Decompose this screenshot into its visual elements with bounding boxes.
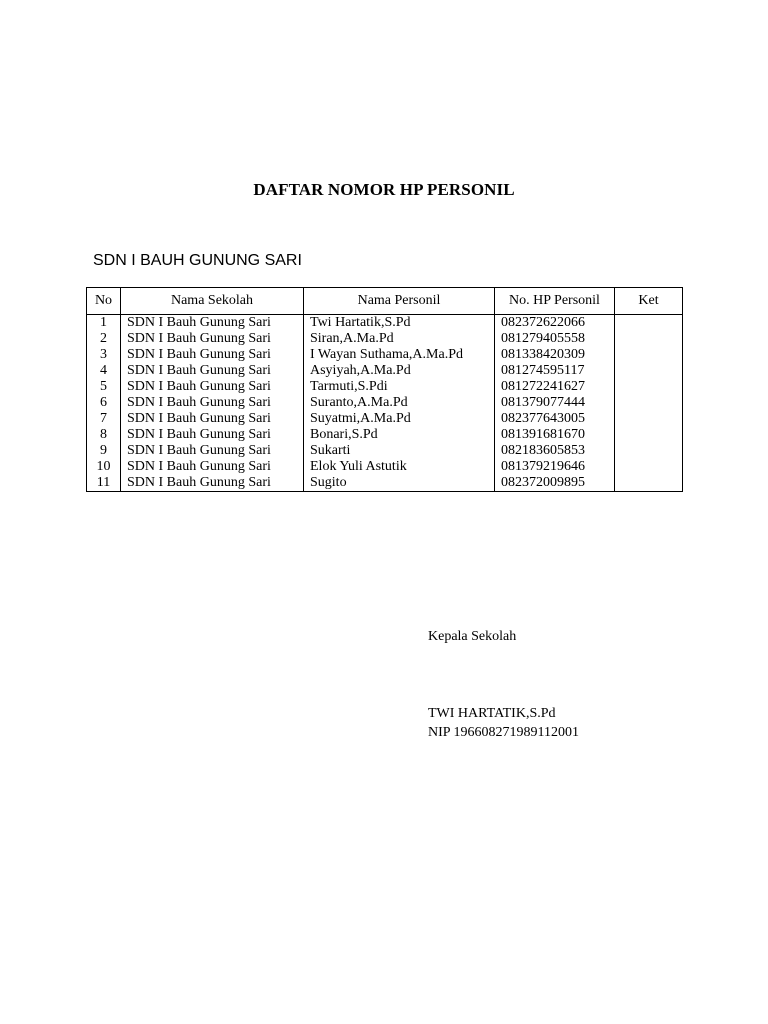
cell-note — [615, 443, 683, 459]
cell-no: 10 — [87, 459, 121, 475]
cell-school-name: SDN I Bauh Gunung Sari — [121, 331, 304, 347]
cell-note — [615, 379, 683, 395]
table-header — [87, 288, 683, 315]
cell-personnel-name: Asyiyah,A.Ma.Pd — [304, 363, 495, 379]
cell-note — [615, 395, 683, 411]
cell-school-name: SDN I Bauh Gunung Sari — [121, 427, 304, 443]
cell-phone-number: 082372009895 — [495, 475, 615, 492]
cell-personnel-name: Elok Yuli Astutik — [304, 459, 495, 475]
cell-note — [615, 363, 683, 379]
cell-phone-number: 081379077444 — [495, 395, 615, 411]
cell-no: 9 — [87, 443, 121, 459]
cell-personnel-name: Sugito — [304, 475, 495, 492]
cell-no: 8 — [87, 427, 121, 443]
cell-no: 3 — [87, 347, 121, 363]
document-title: DAFTAR NOMOR HP PERSONIL — [253, 180, 515, 199]
cell-phone-number: 081279405558 — [495, 331, 615, 347]
cell-no: 7 — [87, 411, 121, 427]
cell-personnel-name: Sukarti — [304, 443, 495, 459]
header-school-name: Nama Sekolah — [121, 288, 304, 315]
cell-phone-number: 081391681670 — [495, 427, 615, 443]
cell-phone-number: 082372622066 — [495, 315, 615, 332]
header-note: Ket — [615, 288, 683, 315]
cell-note — [615, 331, 683, 347]
table-row — [87, 379, 683, 395]
table-row — [87, 315, 683, 332]
signature-title: Kepala Sekolah — [428, 629, 517, 644]
cell-no: 4 — [87, 363, 121, 379]
table-row — [87, 427, 683, 443]
cell-personnel-name: I Wayan Suthama,A.Ma.Pd — [304, 347, 495, 363]
cell-phone-number: 081272241627 — [495, 379, 615, 395]
cell-note — [615, 315, 683, 332]
table-row — [87, 347, 683, 363]
cell-personnel-name: Tarmuti,S.Pdi — [304, 379, 495, 395]
cell-school-name: SDN I Bauh Gunung Sari — [121, 395, 304, 411]
cell-personnel-name: Twi Hartatik,S.Pd — [304, 315, 495, 332]
table-row — [87, 443, 683, 459]
cell-school-name: SDN I Bauh Gunung Sari — [121, 379, 304, 395]
table-row — [87, 459, 683, 475]
cell-no: 6 — [87, 395, 121, 411]
cell-personnel-name: Suyatmi,A.Ma.Pd — [304, 411, 495, 427]
cell-phone-number: 081274595117 — [495, 363, 615, 379]
cell-no: 1 — [87, 315, 121, 332]
cell-school-name: SDN I Bauh Gunung Sari — [121, 443, 304, 459]
cell-no: 2 — [87, 331, 121, 347]
cell-note — [615, 475, 683, 492]
header-phone-number: No. HP Personil — [495, 288, 615, 315]
cell-phone-number: 082183605853 — [495, 443, 615, 459]
table-header-row — [87, 288, 683, 315]
cell-note — [615, 427, 683, 443]
cell-personnel-name: Suranto,A.Ma.Pd — [304, 395, 495, 411]
cell-school-name: SDN I Bauh Gunung Sari — [121, 347, 304, 363]
school-name-heading: SDN I BAUH GUNUNG SARI — [93, 252, 302, 269]
cell-school-name: SDN I Bauh Gunung Sari — [121, 459, 304, 475]
cell-school-name: SDN I Bauh Gunung Sari — [121, 411, 304, 427]
signature-nip: NIP 196608271989112001 — [428, 725, 580, 740]
cell-school-name: SDN I Bauh Gunung Sari — [121, 363, 304, 379]
signature-name: TWI HARTATIK,S.Pd — [428, 706, 556, 721]
cell-school-name: SDN I Bauh Gunung Sari — [121, 475, 304, 492]
cell-note — [615, 347, 683, 363]
table-row — [87, 395, 683, 411]
cell-school-name: SDN I Bauh Gunung Sari — [121, 315, 304, 332]
header-personnel-name: Nama Personil — [304, 288, 495, 315]
cell-note — [615, 411, 683, 427]
cell-phone-number: 082377643005 — [495, 411, 615, 427]
header-no: No — [87, 288, 121, 315]
table-row — [87, 331, 683, 347]
table-row — [87, 411, 683, 427]
cell-phone-number: 081379219646 — [495, 459, 615, 475]
table-row — [87, 475, 683, 492]
cell-personnel-name: Bonari,S.Pd — [304, 427, 495, 443]
table-row — [87, 363, 683, 379]
cell-no: 11 — [87, 475, 121, 492]
table-body — [87, 315, 683, 492]
cell-note — [615, 459, 683, 475]
cell-no: 5 — [87, 379, 121, 395]
cell-phone-number: 081338420309 — [495, 347, 615, 363]
cell-personnel-name: Siran,A.Ma.Pd — [304, 331, 495, 347]
personnel-phone-table — [86, 287, 683, 492]
